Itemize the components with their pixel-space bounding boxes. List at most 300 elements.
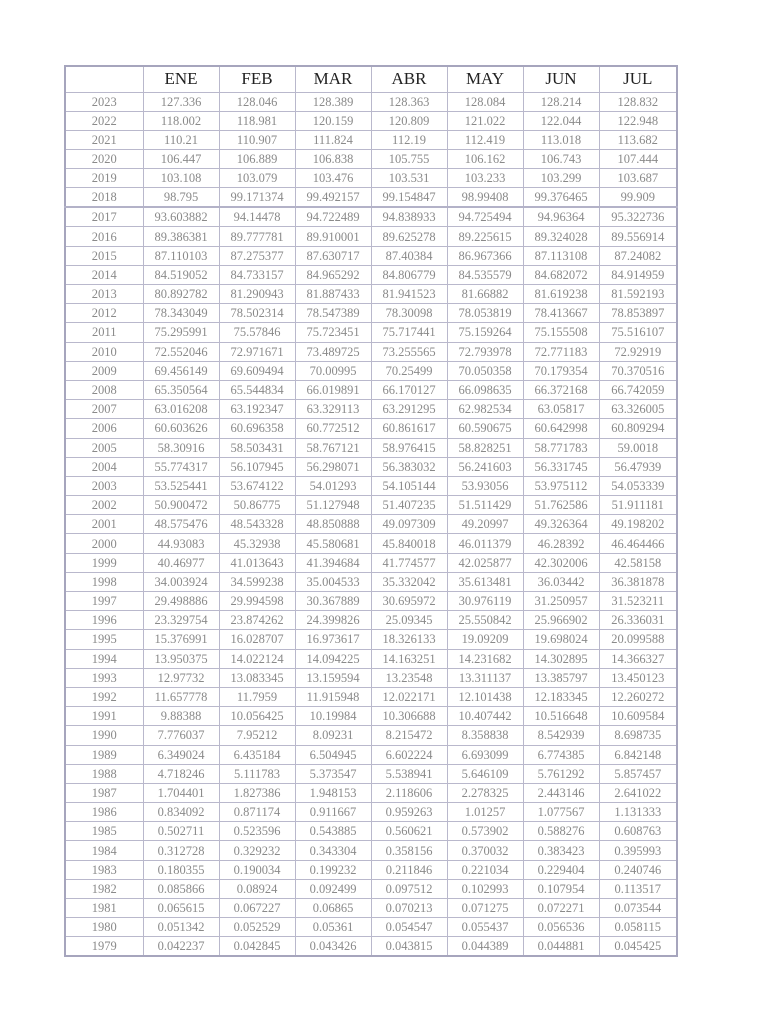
value-cell: 58.828251 [447,438,523,457]
table-row [65,400,677,419]
value-cell: 78.502314 [219,304,295,323]
value-cell: 70.370516 [599,361,677,380]
value-cell: 12.101438 [447,687,523,706]
value-cell: 25.09345 [371,611,447,630]
value-cell: 13.450123 [599,668,677,687]
table-row [65,783,677,802]
value-cell: 12.97732 [143,668,219,687]
value-cell: 70.179354 [523,361,599,380]
year-cell: 1999 [65,553,143,572]
table-row [65,496,677,515]
year-cell: 1986 [65,803,143,822]
value-cell: 0.229404 [523,860,599,879]
year-cell: 2022 [65,111,143,130]
value-cell: 66.098635 [447,380,523,399]
value-cell: 87.275377 [219,246,295,265]
year-cell: 2006 [65,419,143,438]
value-cell: 0.102993 [447,879,523,898]
value-cell: 0.588276 [523,822,599,841]
value-cell: 56.47939 [599,457,677,476]
year-cell: 1988 [65,764,143,783]
year-cell: 1994 [65,649,143,668]
value-cell: 99.154847 [371,188,447,208]
value-cell: 51.911181 [599,496,677,515]
value-cell: 0.097512 [371,879,447,898]
value-cell: 75.516107 [599,323,677,342]
value-cell: 49.20997 [447,515,523,534]
value-cell: 46.28392 [523,534,599,553]
value-cell: 49.198202 [599,515,677,534]
value-cell: 72.793978 [447,342,523,361]
value-cell: 75.159264 [447,323,523,342]
value-cell: 70.00995 [295,361,371,380]
year-cell: 1997 [65,592,143,611]
value-cell: 106.889 [219,150,295,169]
value-cell: 58.503431 [219,438,295,457]
table-row [65,246,677,265]
value-cell: 63.329113 [295,400,371,419]
value-cell: 94.14478 [219,207,295,227]
month-header: ABR [371,66,447,92]
value-cell: 56.383032 [371,457,447,476]
value-cell: 50.86775 [219,496,295,515]
value-cell: 0.180355 [143,860,219,879]
value-cell: 4.718246 [143,764,219,783]
value-cell: 1.948153 [295,783,371,802]
table-row [65,803,677,822]
value-cell: 0.107954 [523,879,599,898]
value-cell: 0.065615 [143,899,219,918]
value-cell: 0.211846 [371,860,447,879]
value-cell: 0.052529 [219,918,295,937]
year-cell: 1983 [65,860,143,879]
value-cell: 11.657778 [143,687,219,706]
year-cell: 1982 [65,879,143,898]
table-row [65,630,677,649]
value-cell: 0.221034 [447,860,523,879]
value-cell: 1.704401 [143,783,219,802]
year-cell: 2009 [65,361,143,380]
year-cell: 2015 [65,246,143,265]
value-cell: 24.399826 [295,611,371,630]
value-cell: 53.93056 [447,476,523,495]
value-cell: 118.002 [143,111,219,130]
value-cell: 6.774385 [523,745,599,764]
table-row [65,438,677,457]
value-cell: 0.072271 [523,899,599,918]
value-cell: 34.599238 [219,572,295,591]
value-cell: 121.022 [447,111,523,130]
table-row [65,668,677,687]
value-cell: 8.698735 [599,726,677,745]
value-cell: 70.050358 [447,361,523,380]
value-cell: 56.298071 [295,457,371,476]
year-cell: 2001 [65,515,143,534]
year-cell: 1990 [65,726,143,745]
value-cell: 81.66882 [447,285,523,304]
value-cell: 103.531 [371,169,447,188]
value-cell: 0.383423 [523,841,599,860]
month-header: MAY [447,66,523,92]
value-cell: 110.907 [219,130,295,149]
value-cell: 106.447 [143,150,219,169]
value-cell: 84.733157 [219,265,295,284]
value-cell: 45.580681 [295,534,371,553]
value-cell: 51.407235 [371,496,447,515]
table-row [65,822,677,841]
value-cell: 0.043815 [371,937,447,957]
value-cell: 128.389 [295,92,371,111]
value-cell: 0.395993 [599,841,677,860]
value-cell: 54.01293 [295,476,371,495]
value-cell: 0.358156 [371,841,447,860]
table-row [65,764,677,783]
value-cell: 18.326133 [371,630,447,649]
year-cell: 2017 [65,207,143,227]
value-cell: 95.322736 [599,207,677,227]
value-cell: 58.30916 [143,438,219,457]
value-cell: 81.941523 [371,285,447,304]
value-cell: 15.376991 [143,630,219,649]
year-cell: 2000 [65,534,143,553]
value-cell: 72.92919 [599,342,677,361]
year-cell: 1992 [65,687,143,706]
table-row [65,899,677,918]
header-row [65,66,677,92]
value-cell: 63.016208 [143,400,219,419]
value-cell: 53.525441 [143,476,219,495]
value-cell: 11.915948 [295,687,371,706]
value-cell: 13.083345 [219,668,295,687]
month-header: FEB [219,66,295,92]
value-cell: 48.543328 [219,515,295,534]
year-cell: 1984 [65,841,143,860]
value-cell: 6.349024 [143,745,219,764]
value-cell: 5.538941 [371,764,447,783]
value-cell: 113.018 [523,130,599,149]
value-cell: 0.871174 [219,803,295,822]
value-cell: 84.806779 [371,265,447,284]
value-cell: 30.367889 [295,592,371,611]
year-cell: 1991 [65,707,143,726]
value-cell: 35.613481 [447,572,523,591]
value-cell: 41.774577 [371,553,447,572]
value-cell: 69.609494 [219,361,295,380]
table-row [65,937,677,957]
value-cell: 94.722489 [295,207,371,227]
value-cell: 53.674122 [219,476,295,495]
value-cell: 13.950375 [143,649,219,668]
value-cell: 10.516648 [523,707,599,726]
value-cell: 122.948 [599,111,677,130]
table-row [65,380,677,399]
value-cell: 13.311137 [447,668,523,687]
value-cell: 10.056425 [219,707,295,726]
table-row [65,611,677,630]
value-cell: 113.682 [599,130,677,149]
value-cell: 6.693099 [447,745,523,764]
year-cell: 2008 [65,380,143,399]
value-cell: 7.776037 [143,726,219,745]
value-cell: 45.32938 [219,534,295,553]
value-cell: 2.443146 [523,783,599,802]
table-row [65,207,677,227]
value-cell: 0.502711 [143,822,219,841]
value-cell: 87.40384 [371,246,447,265]
value-cell: 89.386381 [143,227,219,246]
value-cell: 63.291295 [371,400,447,419]
value-cell: 118.981 [219,111,295,130]
value-cell: 128.084 [447,92,523,111]
value-cell: 14.163251 [371,649,447,668]
table-row [65,265,677,284]
value-cell: 60.590675 [447,419,523,438]
value-cell: 14.022124 [219,649,295,668]
table-row [65,572,677,591]
value-cell: 16.973617 [295,630,371,649]
value-cell: 58.976415 [371,438,447,457]
price-index-table [64,65,678,957]
data-sheet [64,65,678,957]
value-cell: 60.642998 [523,419,599,438]
value-cell: 78.30098 [371,304,447,323]
year-cell: 1989 [65,745,143,764]
value-cell: 6.504945 [295,745,371,764]
value-cell: 112.419 [447,130,523,149]
year-cell: 2016 [65,227,143,246]
value-cell: 84.535579 [447,265,523,284]
value-cell: 105.755 [371,150,447,169]
value-cell: 10.407442 [447,707,523,726]
value-cell: 60.861617 [371,419,447,438]
value-cell: 6.435184 [219,745,295,764]
value-cell: 34.003924 [143,572,219,591]
value-cell: 0.044389 [447,937,523,957]
value-cell: 103.108 [143,169,219,188]
value-cell: 65.544834 [219,380,295,399]
value-cell: 31.523211 [599,592,677,611]
value-cell: 0.370032 [447,841,523,860]
table-row [65,150,677,169]
value-cell: 1.01257 [447,803,523,822]
value-cell: 0.343304 [295,841,371,860]
corner-cell [65,66,143,92]
value-cell: 5.373547 [295,764,371,783]
table-row [65,285,677,304]
value-cell: 6.842148 [599,745,677,764]
value-cell: 87.113108 [523,246,599,265]
value-cell: 72.552046 [143,342,219,361]
value-cell: 0.043426 [295,937,371,957]
value-cell: 48.850888 [295,515,371,534]
value-cell: 54.053339 [599,476,677,495]
year-cell: 1980 [65,918,143,937]
value-cell: 127.336 [143,92,219,111]
table-row [65,726,677,745]
value-cell: 94.725494 [447,207,523,227]
value-cell: 81.290943 [219,285,295,304]
year-cell: 1996 [65,611,143,630]
value-cell: 120.809 [371,111,447,130]
value-cell: 84.682072 [523,265,599,284]
table-row [65,227,677,246]
value-cell: 0.190034 [219,860,295,879]
table-row [65,361,677,380]
table-row [65,188,677,208]
value-cell: 84.914959 [599,265,677,284]
value-cell: 66.742059 [599,380,677,399]
value-cell: 7.95212 [219,726,295,745]
value-cell: 40.46977 [143,553,219,572]
value-cell: 0.051342 [143,918,219,937]
value-cell: 8.215472 [371,726,447,745]
value-cell: 5.857457 [599,764,677,783]
value-cell: 107.444 [599,150,677,169]
value-cell: 89.625278 [371,227,447,246]
value-cell: 42.025877 [447,553,523,572]
value-cell: 14.366327 [599,649,677,668]
value-cell: 0.042845 [219,937,295,957]
table-row [65,553,677,572]
value-cell: 0.834092 [143,803,219,822]
value-cell: 65.350564 [143,380,219,399]
value-cell: 99.171374 [219,188,295,208]
value-cell: 12.022171 [371,687,447,706]
value-cell: 103.299 [523,169,599,188]
table-row [65,534,677,553]
value-cell: 0.959263 [371,803,447,822]
year-cell: 2019 [65,169,143,188]
value-cell: 103.687 [599,169,677,188]
value-cell: 0.070213 [371,899,447,918]
year-cell: 2004 [65,457,143,476]
year-cell: 2007 [65,400,143,419]
value-cell: 0.08924 [219,879,295,898]
value-cell: 84.965292 [295,265,371,284]
value-cell: 46.011379 [447,534,523,553]
value-cell: 60.772512 [295,419,371,438]
table-row [65,92,677,111]
value-cell: 70.25499 [371,361,447,380]
month-header: JUL [599,66,677,92]
value-cell: 56.107945 [219,457,295,476]
value-cell: 87.630717 [295,246,371,265]
value-cell: 30.976119 [447,592,523,611]
value-cell: 1.131333 [599,803,677,822]
value-cell: 73.489725 [295,342,371,361]
value-cell: 99.376465 [523,188,599,208]
value-cell: 0.071275 [447,899,523,918]
value-cell: 75.723451 [295,323,371,342]
value-cell: 87.24082 [599,246,677,265]
value-cell: 73.255565 [371,342,447,361]
value-cell: 60.603626 [143,419,219,438]
value-cell: 81.887433 [295,285,371,304]
value-cell: 5.761292 [523,764,599,783]
year-cell: 1993 [65,668,143,687]
value-cell: 49.326364 [523,515,599,534]
value-cell: 55.774317 [143,457,219,476]
value-cell: 103.476 [295,169,371,188]
year-cell: 2023 [65,92,143,111]
value-cell: 23.329754 [143,611,219,630]
value-cell: 36.381878 [599,572,677,591]
year-cell: 2011 [65,323,143,342]
value-cell: 10.306688 [371,707,447,726]
value-cell: 0.543885 [295,822,371,841]
value-cell: 56.331745 [523,457,599,476]
value-cell: 66.372168 [523,380,599,399]
value-cell: 5.646109 [447,764,523,783]
year-cell: 1985 [65,822,143,841]
table-row [65,515,677,534]
value-cell: 49.097309 [371,515,447,534]
value-cell: 0.085866 [143,879,219,898]
value-cell: 14.231682 [447,649,523,668]
value-cell: 89.910001 [295,227,371,246]
value-cell: 1.077567 [523,803,599,822]
table-row [65,323,677,342]
value-cell: 78.853897 [599,304,677,323]
value-cell: 1.827386 [219,783,295,802]
value-cell: 94.96364 [523,207,599,227]
value-cell: 25.966902 [523,611,599,630]
table-row [65,841,677,860]
value-cell: 66.170127 [371,380,447,399]
value-cell: 0.044881 [523,937,599,957]
value-cell: 36.03442 [523,572,599,591]
month-header: MAR [295,66,371,92]
value-cell: 122.044 [523,111,599,130]
value-cell: 0.092499 [295,879,371,898]
value-cell: 80.892782 [143,285,219,304]
value-cell: 50.900472 [143,496,219,515]
value-cell: 0.067227 [219,899,295,918]
value-cell: 10.19984 [295,707,371,726]
value-cell: 69.456149 [143,361,219,380]
value-cell: 112.19 [371,130,447,149]
year-cell: 2021 [65,130,143,149]
year-cell: 1998 [65,572,143,591]
value-cell: 51.511429 [447,496,523,515]
year-cell: 2014 [65,265,143,284]
value-cell: 25.550842 [447,611,523,630]
value-cell: 106.743 [523,150,599,169]
value-cell: 110.21 [143,130,219,149]
value-cell: 128.046 [219,92,295,111]
table-row [65,879,677,898]
year-cell: 2012 [65,304,143,323]
value-cell: 98.99408 [447,188,523,208]
table-row [65,111,677,130]
value-cell: 0.329232 [219,841,295,860]
value-cell: 29.498886 [143,592,219,611]
value-cell: 89.324028 [523,227,599,246]
value-cell: 19.698024 [523,630,599,649]
value-cell: 14.094225 [295,649,371,668]
value-cell: 12.260272 [599,687,677,706]
value-cell: 41.013643 [219,553,295,572]
year-cell: 2020 [65,150,143,169]
value-cell: 46.464466 [599,534,677,553]
value-cell: 75.155508 [523,323,599,342]
value-cell: 11.7959 [219,687,295,706]
value-cell: 106.838 [295,150,371,169]
value-cell: 89.777781 [219,227,295,246]
year-cell: 1979 [65,937,143,957]
value-cell: 81.619238 [523,285,599,304]
value-cell: 8.542939 [523,726,599,745]
